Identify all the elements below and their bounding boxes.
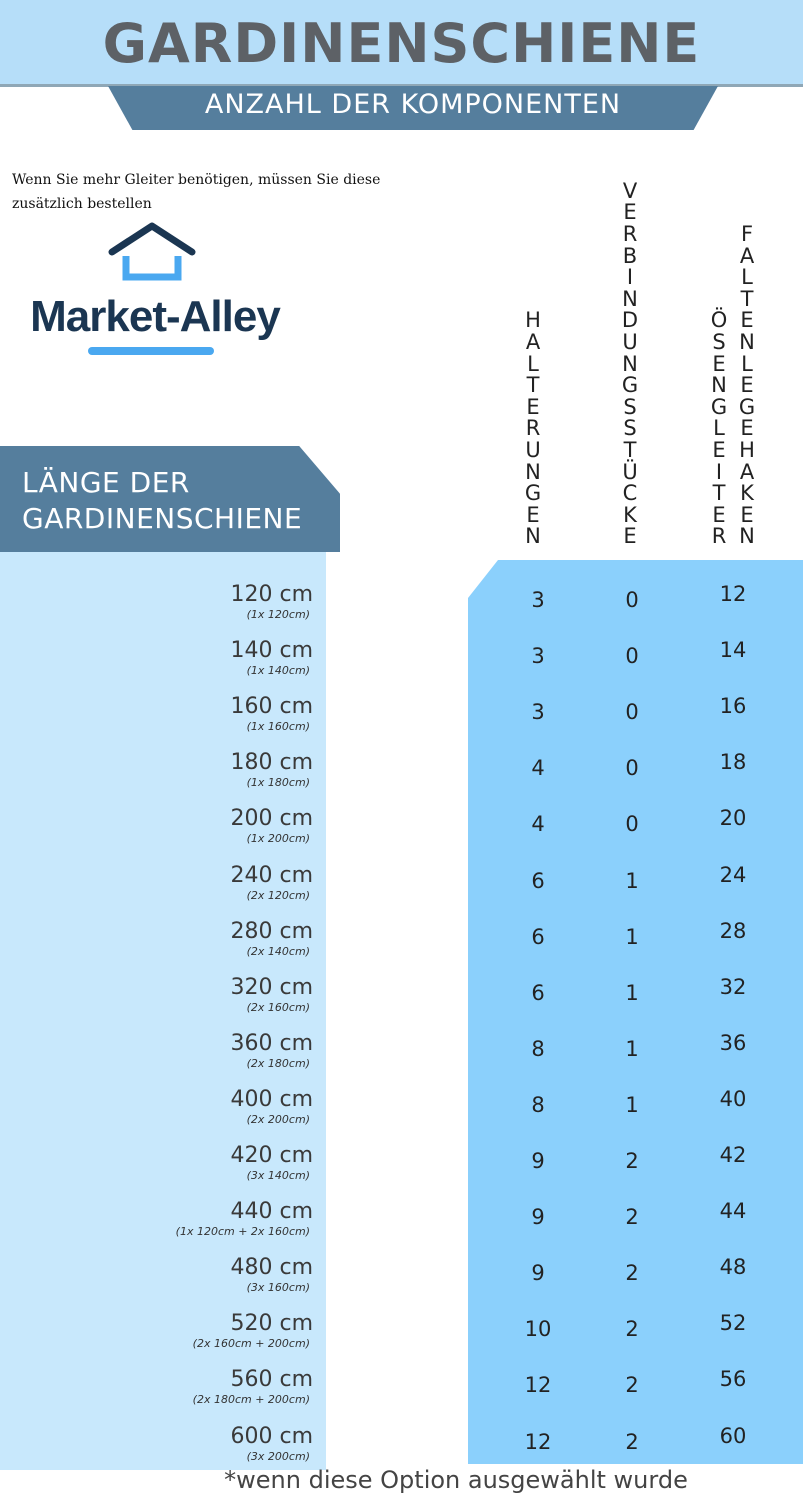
order-note: Wenn Sie mehr Gleiter benötigen, müssen Sie diese zusätzlich bestellen [12, 172, 381, 212]
rail-composition: (1x 120cm + 2x 160cm) [175, 1225, 310, 1239]
verbindungsstuecke-count: 2 [625, 1373, 639, 1398]
verbindungsstuecke-count: 1 [625, 868, 639, 893]
rail-composition: (3x 200cm) [246, 1449, 310, 1463]
gleiter-count: 42 [719, 1143, 747, 1167]
gleiter-count: 56 [719, 1367, 747, 1392]
verbindungsstuecke-count: 0 [625, 812, 639, 837]
house-icon [30, 220, 280, 295]
gleiter-count: 36 [719, 1030, 747, 1055]
table-row [0, 975, 803, 1031]
rail-length: 420 cm [230, 1143, 313, 1168]
rail-composition: (3x 160cm) [246, 1281, 310, 1295]
gleiter-count: 44 [719, 1199, 747, 1224]
halterungen-count: 8 [531, 1092, 545, 1117]
rail-composition: (2x 120cm) [246, 888, 310, 902]
length-header-line2: GARDINENSCHIENE [22, 502, 303, 535]
gleiter-count: 12 [719, 582, 747, 606]
verbindungsstuecke-count: 0 [625, 644, 639, 669]
footnote: *wenn diese Option ausgewählt wurde [224, 1466, 688, 1494]
rail-length: 400 cm [230, 1086, 313, 1112]
halterungen-count: 3 [531, 588, 545, 612]
verbindungsstuecke-count: 0 [625, 756, 639, 781]
rail-composition: (3x 140cm) [246, 1169, 310, 1182]
column-halterungen: H A L T E R U N G E N [524, 308, 542, 549]
rail-composition: (1x 160cm) [246, 720, 310, 734]
page-title: GARDINENSCHIENE [102, 12, 701, 75]
rail-composition: (2x 140cm) [246, 944, 310, 958]
halterungen-count: 8 [531, 1036, 545, 1061]
gleiter-count: 60 [719, 1423, 747, 1448]
rail-composition: (1x 120cm) [246, 608, 310, 621]
halterungen-count: 6 [531, 924, 545, 949]
column-oesengleiter: Ö S E N G L E I T E R [710, 308, 728, 549]
rail-composition: (2x 180cm + 200cm) [192, 1393, 310, 1407]
gleiter-count: 48 [719, 1255, 747, 1280]
gleiter-count: 40 [719, 1086, 747, 1111]
gleiter-count: 20 [719, 806, 747, 831]
table-row [0, 1087, 803, 1143]
verbindungsstuecke-count: 2 [625, 1205, 639, 1230]
rail-composition: (1x 180cm) [246, 776, 310, 790]
column-verbindungsstuecke: V E R B I N D U N G S S T Ü C K E [621, 178, 639, 549]
rail-length: 440 cm [230, 1199, 313, 1225]
verbindungsstuecke-count: 0 [625, 700, 639, 725]
table-row [0, 863, 803, 919]
halterungen-count: 12 [524, 1373, 552, 1398]
table-row [0, 582, 803, 638]
gleiter-count: 16 [719, 694, 747, 719]
verbindungsstuecke-count: 1 [625, 980, 639, 1005]
table-row [0, 806, 803, 862]
rail-composition: (1x 200cm) [246, 832, 310, 846]
rail-length: 140 cm [230, 638, 313, 664]
halterungen-count: 4 [531, 756, 545, 781]
rail-composition: (2x 160cm) [246, 1000, 310, 1014]
length-header [22, 465, 332, 537]
gleiter-count: 14 [719, 638, 747, 663]
verbindungsstuecke-count: 1 [625, 1036, 639, 1061]
verbindungsstuecke-count: 2 [625, 1317, 639, 1342]
table-row [0, 1143, 803, 1199]
table-row [0, 1311, 803, 1367]
rail-length: 280 cm [230, 918, 313, 944]
table-row [0, 750, 803, 806]
halterungen-count: 6 [531, 868, 545, 893]
table-row [0, 638, 803, 694]
gleiter-count: 18 [719, 750, 747, 775]
halterungen-count: 3 [531, 644, 545, 669]
logo [30, 220, 280, 360]
rail-length: 120 cm [230, 582, 313, 607]
rail-composition: (2x 200cm) [246, 1112, 310, 1126]
verbindungsstuecke-count: 2 [625, 1429, 639, 1454]
rail-composition: (2x 160cm + 200cm) [192, 1337, 310, 1351]
gleiter-count: 52 [719, 1311, 747, 1336]
rail-composition: (1x 140cm) [246, 664, 310, 678]
logo-underline [30, 342, 280, 362]
length-header-line1: LÄNGE DER [22, 466, 190, 499]
rail-composition: (2x 180cm) [246, 1056, 310, 1070]
table-row [0, 919, 803, 975]
halterungen-count: 9 [531, 1149, 545, 1173]
rail-length: 520 cm [230, 1311, 313, 1337]
rail-length: 320 cm [230, 974, 313, 1000]
halterungen-count: 6 [531, 980, 545, 1005]
table-row [0, 1199, 803, 1255]
page-subtitle: ANZAHL DER KOMPONENTEN [204, 89, 622, 120]
table-row [0, 1367, 803, 1423]
verbindungsstuecke-count: 2 [625, 1149, 639, 1173]
halterungen-count: 3 [531, 700, 545, 725]
rail-length: 480 cm [230, 1255, 313, 1281]
rail-length: 200 cm [230, 806, 313, 832]
rail-length: 160 cm [230, 694, 313, 720]
verbindungsstuecke-count: 1 [625, 1092, 639, 1117]
rail-length: 360 cm [230, 1030, 313, 1056]
table-row [0, 1255, 803, 1311]
rail-length: 600 cm [230, 1423, 313, 1449]
verbindungsstuecke-count: 2 [625, 1261, 639, 1286]
verbindungsstuecke-count: 1 [625, 924, 639, 949]
halterungen-count: 10 [524, 1317, 552, 1342]
column-faltenlegehaken: F A L T E N L E G E H A K E N [738, 222, 756, 549]
halterungen-count: 9 [531, 1205, 545, 1230]
logo-text: Market-Alley [30, 292, 280, 341]
halterungen-count: 9 [531, 1261, 545, 1286]
rail-length: 180 cm [230, 750, 313, 776]
halterungen-count: 12 [524, 1429, 552, 1454]
gleiter-count: 32 [719, 974, 747, 999]
table-row [0, 694, 803, 750]
rail-length: 240 cm [230, 862, 313, 888]
halterungen-count: 4 [531, 812, 545, 837]
gleiter-count: 24 [719, 862, 747, 887]
verbindungsstuecke-count: 0 [625, 588, 639, 612]
table-row [0, 1031, 803, 1087]
rail-length: 560 cm [230, 1367, 313, 1393]
gleiter-count: 28 [719, 918, 747, 943]
